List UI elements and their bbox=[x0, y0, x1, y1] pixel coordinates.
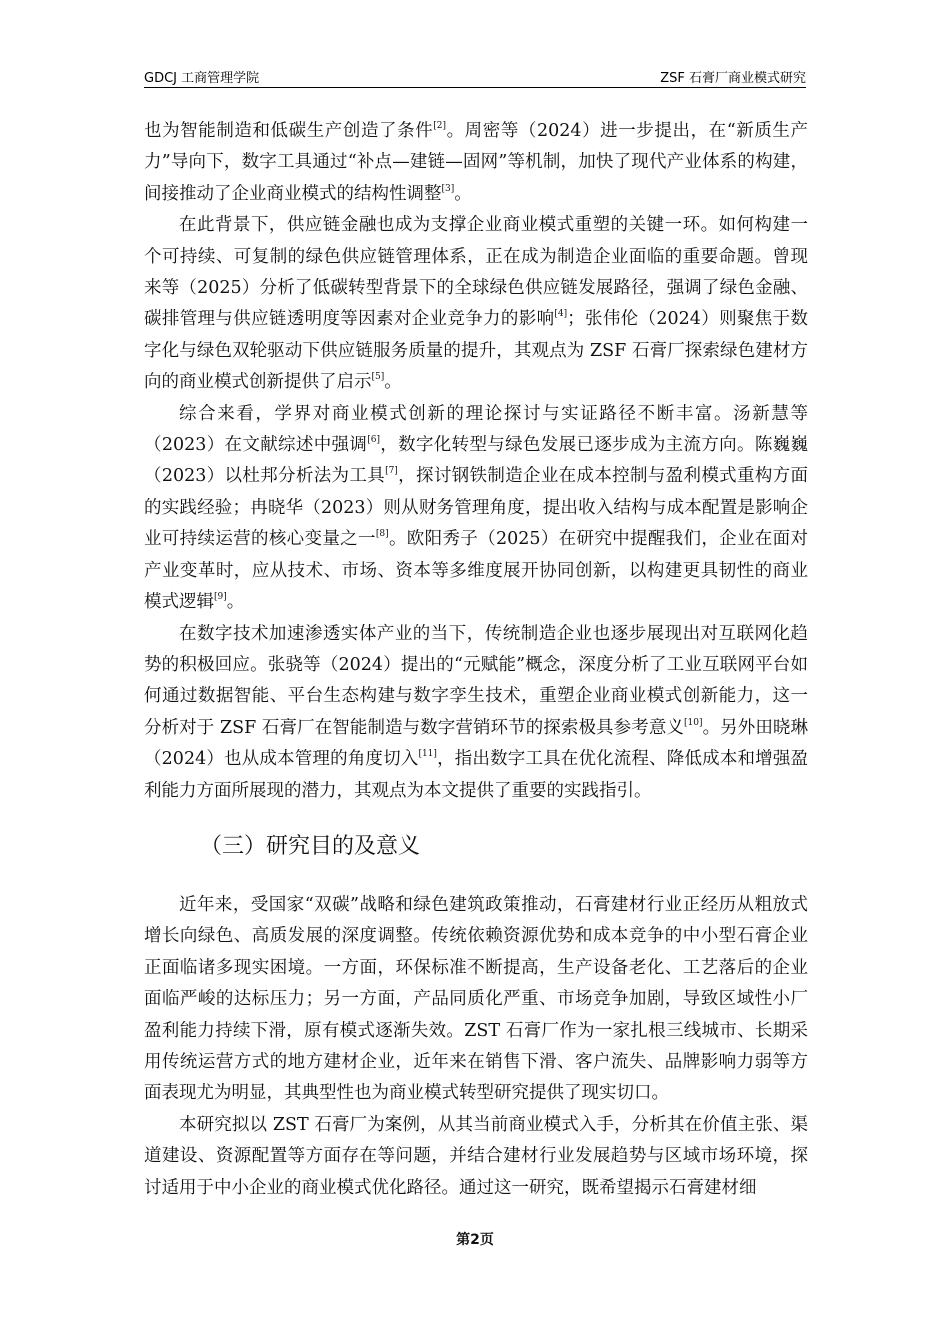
citation-ref: [3] bbox=[441, 183, 455, 194]
paragraph-text: 。周密等（2024）进一步提出，在“新质生产力”导向下，数字工具通过“补点—建链—固网”等机制，加快了现代产业体系的构建，间接推动了企业商业模式的结构性调整 bbox=[144, 121, 808, 204]
paragraph-text: 。另外田晓琳（2024）也从成本管理的角度切入 bbox=[144, 717, 808, 770]
paragraph-text: ，探讨钢铁制造企业在成本控制与盈利模式重构方面的实践经验；冉晓华（2023）则从财务管理角度，提出收入结构与成本配置是影响企业可持续运营的核心变量之一 bbox=[144, 466, 809, 550]
paragraph-5: 近年来，受国家“双碳”战略和绿色建筑政策推动，石膏建材行业正经历从粗放式增长向绿色、高质发展的深度调整。传统依赖资源优势和成本竞争的中小型石膏企业正面临诸多现实困境。一方面，环保标准不断提高，生产设备老化、工艺落后的企业面临严峻的达标压力；另一方面，产品同质化严重、市场竞争加剧，导致区域性小厂盈利能力持续下滑，原有模式逐渐失效。ZST 石膏厂作为一家扎根三线城市、长期采用传统运营方式的地方建材企业，近年来在销售下滑、客户流失、品牌影响力弱等方面表现尤为明显，其典型性也为商业模式转型研究提供了现实切口。 bbox=[144, 894, 808, 1104]
citation-ref: [2] bbox=[433, 121, 447, 131]
paragraph-6: 本研究拟以 ZST 石膏厂为案例，从其当前商业模式入手，分析其在价值主张、渠道建设、资源配置等方面存在等问题，并结合建材行业发展趋势与区域市场环境，探讨适用于中小企业的商业模式优化路径。通过这一研究，既希望揭示石膏建材细 bbox=[144, 1114, 808, 1198]
paragraph-text: ，数字化转型与绿色发展已逐步成为主流方向。陈巍巍（2023）以杜邦分析法为工具 bbox=[144, 435, 808, 487]
header-school: GDCJ 工商管理学院 bbox=[144, 71, 260, 86]
citation-ref: [5] bbox=[371, 372, 385, 383]
paragraph-text: 。欧阳秀子（2025）在研究中提醒我们，企业在面对产业变革时，应从技术、市场、资本等多维度展开协同创新，以构建更具韧性的商业模式逻辑 bbox=[144, 529, 809, 613]
paragraph-4 bbox=[144, 619, 808, 807]
citation-ref: [10] bbox=[684, 717, 703, 728]
paragraph-text: 综合来看，学界对商业模式创新的理论探讨与实证路径不断丰富。汤新慧等（2023）在文献综述中强调 bbox=[144, 403, 808, 456]
page-number: 第2页 bbox=[456, 1232, 494, 1248]
document-body bbox=[144, 116, 808, 1204]
paragraph-text: ；张伟伦（2024）则聚焦于数字化与绿色双轮驱动下供应链服务质量的提升，其观点为 ZSF 石膏厂探索绿色建材方向的商业模式创新提供了启示 bbox=[144, 309, 808, 393]
citation-ref: [11] bbox=[418, 749, 437, 760]
paragraph-text: 在此背景下，供应链金融也成为支撑企业商业模式重塑的关键一环。如何构建一个可持续、可复制的绿色供应链管理体系，正在成为制造企业面临的重要命题。曾现来等（2025）分析了低碳转型背景下的全球绿色供应链发展路径，强调了绿色金融、碳排管理与供应链透明度等因素对企业竞争力的影响 bbox=[144, 215, 808, 330]
citation-ref: [9] bbox=[214, 592, 227, 603]
citation-ref: [4] bbox=[554, 309, 568, 320]
citation-ref: [8] bbox=[375, 529, 389, 540]
paragraph-text: 。 bbox=[384, 372, 402, 393]
citation-ref: [6] bbox=[367, 435, 380, 446]
paragraph-text: 也为智能制造和低碳生产创造了条件 bbox=[144, 121, 434, 141]
paragraph-text: 。 bbox=[226, 592, 245, 613]
page-header bbox=[144, 67, 806, 88]
paragraph-3 bbox=[144, 399, 808, 619]
paragraph-text: ，指出数字工具在优化流程、降低成本和增强盈利能力方面所展现的潜力，其观点为本文提供了重要的实践指引。 bbox=[144, 749, 809, 801]
header-title: ZSF 石膏厂商业模式研究 bbox=[660, 71, 806, 86]
paragraph-2 bbox=[144, 210, 808, 398]
citation-ref: [7] bbox=[385, 466, 398, 477]
paragraph-text: 。 bbox=[454, 183, 472, 204]
section-heading: （三）研究目的及意义 bbox=[200, 833, 421, 859]
paragraph-1 bbox=[144, 116, 808, 210]
paragraph-text: 在数字技术加速渗透实体产业的当下，传统制造企业也逐步展现出对互联网化趋势的积极回应。张骁等（2024）提出的“元赋能”概念，深度分析了工业互联网平台如何通过数据智能、平台生态构建与数字孪生技术，重塑企业商业模式创新能力，这一分析对于 ZSF 石膏厂在智能制造与数字营销环节的探索极具参考意义 bbox=[144, 623, 808, 738]
